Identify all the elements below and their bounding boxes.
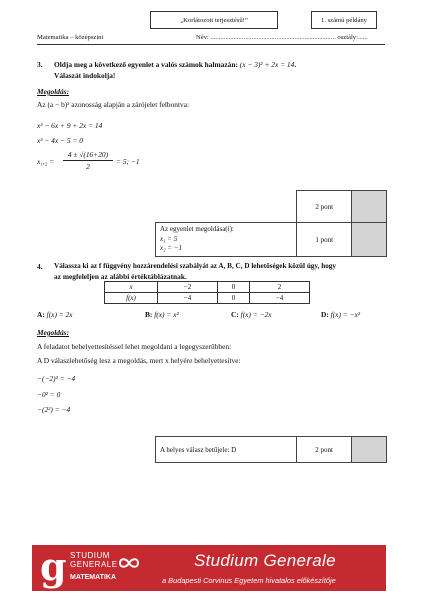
table-row (105, 282, 310, 293)
task3-question-end: . (294, 60, 297, 69)
table-cell: x (105, 282, 158, 293)
logo-g-icon: g (40, 545, 67, 589)
name-field (196, 34, 368, 41)
task4-line1: A feladatot behelyettesítéssel lehet megoldani a legegyszerűbben: (37, 342, 232, 351)
table-row (156, 437, 387, 463)
answer-x2: x₂ = −1 (160, 244, 182, 253)
table-row (156, 191, 387, 223)
infinity-icon (116, 556, 142, 570)
option-b (145, 310, 179, 319)
table-row (156, 223, 387, 257)
table-cell: 0 (218, 282, 250, 293)
task3-fraction (63, 150, 113, 171)
task3-result: = 5; −1 (116, 157, 140, 166)
table-cell: 0 (218, 293, 250, 304)
task4-score-table (155, 436, 387, 463)
task4-check2: −0² = 0 (37, 390, 61, 399)
copy-number-box: 1. számú példány (311, 11, 377, 29)
option-b-label: B: (145, 310, 153, 319)
task4-check1: −(−2)² = −4 (37, 374, 76, 383)
restricted-distribution-box: „Korlátozott terjesztésű!” (150, 11, 278, 29)
option-a-label: A: (37, 310, 45, 319)
logo-line3: MATEMATIKA (70, 574, 117, 581)
points-awarded-cell (351, 437, 386, 463)
task3-question-line1 (54, 60, 296, 69)
table-cell: −2 (158, 282, 218, 293)
task4-question-line2: az megfeleljen az alábbi értéktáblázatnak. (54, 272, 187, 281)
name-dots: ............................................................................ (210, 34, 336, 41)
option-d (321, 310, 360, 319)
name-label: Név: (196, 34, 209, 41)
class-label: osztály: (337, 34, 358, 41)
table-cell: 2 (249, 282, 309, 293)
task4-line2: A D válaszlehetőség lesz a megoldás, mert x helyére behelyettesítve: (37, 356, 241, 365)
task3-score-table (155, 190, 387, 257)
score-cell: 1 pont (297, 223, 352, 257)
table-cell: f(x) (105, 293, 158, 304)
task3-frac-denominator: 2 (86, 162, 90, 171)
option-c-expr: f(x) = −2x (240, 310, 272, 319)
class-dots: ...... (357, 34, 368, 41)
answer-x1: x₁ = 5 (160, 234, 178, 243)
task4-question-line1: Válassza ki az f függvény hozzárendelési szabályát az A, B, C, D lehetőségek közül úgy, hogy (54, 262, 336, 270)
logo-line2: GENERALE (70, 560, 118, 569)
task3-step1: x² − 6x + 9 + 2x = 14 (37, 121, 103, 130)
option-b-expr: f(x) = x² (154, 310, 179, 319)
option-c-label: C: (231, 310, 239, 319)
points-awarded-cell (351, 191, 386, 223)
task3-question-text: Oldja meg a következő egyenlet a valós számok halmazán: (54, 60, 238, 69)
table-row (105, 293, 310, 304)
task3-equation: (x − 3)² + 2x = 14 (239, 60, 295, 69)
brand-tagline: a Budapesti Corvinus Egyetem hivatalos előkészítője (162, 576, 336, 585)
task4-check3: −(2²) = −4 (37, 405, 71, 414)
answer-cell (156, 223, 297, 257)
brand-name: Studium Generale (194, 551, 336, 570)
subject-label: Matematika – középszint (37, 34, 104, 41)
task3-step2: x² − 4x − 5 = 0 (37, 136, 83, 145)
logo-line1: STUDIUM (70, 551, 110, 560)
option-c (231, 310, 272, 319)
option-a-expr: f(x) = 2x (46, 310, 73, 319)
task3-frac-numerator: 4 ± √(16+20) (67, 150, 109, 159)
task4-solution-label: Megoldás: (37, 328, 70, 337)
table-cell: −4 (249, 293, 309, 304)
footer-banner (32, 545, 386, 591)
points-awarded-cell (351, 223, 386, 257)
task3-number: 3. (37, 60, 43, 69)
task3-x12-label: x₁,₂ = (37, 157, 55, 166)
task3-solution-label: Megoldás: (37, 87, 70, 96)
task3-intro: Az (a − b)² azonosság alapján a zárójelet felbontva: (37, 100, 190, 109)
option-d-expr: f(x) = −x² (330, 310, 361, 319)
option-a (37, 310, 73, 319)
value-table (104, 281, 310, 304)
header-rule (37, 44, 385, 45)
answer-cell: A helyes válasz betűjele: D (156, 437, 297, 463)
score-cell: 2 pont (297, 191, 352, 223)
table-cell: −4 (158, 293, 218, 304)
score-cell: 2 pont (297, 437, 352, 463)
task4-number: 4. (37, 262, 43, 271)
empty-cell (156, 191, 297, 223)
task3-frac-bar (63, 160, 113, 161)
option-d-label: D: (321, 310, 329, 319)
task3-question-line2: Válaszát indokolja! (54, 71, 116, 80)
answer-title: Az egyenlet megoldása(i): (160, 225, 234, 234)
logo-wordmark (70, 551, 118, 582)
